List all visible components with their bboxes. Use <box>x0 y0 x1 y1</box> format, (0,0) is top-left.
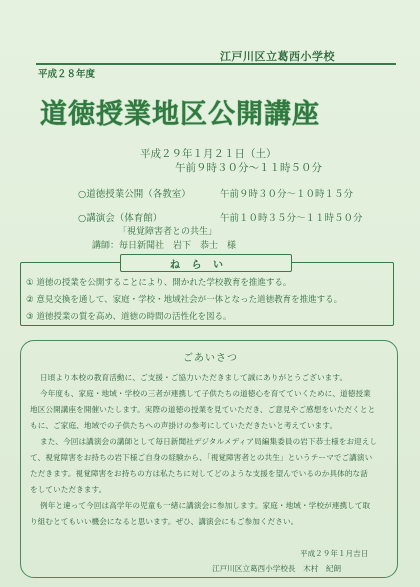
fiscal-year-label: 平成２８年度 <box>38 69 96 80</box>
aim-item-3: ③ 道徳授業の質を高め、道徳の時間の活性化を図る。 <box>26 312 232 322</box>
lecturer-name: 講師：毎日新聞社 岩下 恭士 様 <box>92 241 237 251</box>
greeting-line-5: また、今回は講演会の講師として毎日新聞社デジタルメディア局編集委員の岩下恭士様をお迎えし <box>40 437 378 446</box>
greeting-line-10: り組むとてもいい機会になると思います。ぜひ、講演会にもご参加ください。 <box>30 517 299 526</box>
aim-item-1: ① 道徳の授業を公開することにより、開かれた学校教育を推進する。 <box>26 278 292 288</box>
greeting-line-2: 今年度も、家庭・地域・学校の三者が連携して子供たちの道徳心を育てていくために、道徳授業 <box>40 389 371 398</box>
page-title: 道徳授業地区公開講座 <box>40 99 320 130</box>
event-date: 平成２９年１月２１日（土） <box>140 148 277 160</box>
greeting-line-1: 日頃より本校の教育活動に、ご支援・ご協力いただきまして誠にありがとうございます。 <box>40 373 348 382</box>
event-label-lecture: ○講演会（体育館） <box>78 213 163 224</box>
greeting-line-7: ただきます。視覚障害をお持ちの方は私たちに対してどのような支援を望んでいるのか具体的な話 <box>30 469 368 478</box>
signature-name: 江戸川区立葛西小学校長 木村 紀朗 <box>212 564 342 573</box>
header-rule <box>36 63 396 65</box>
event-time-lecture: 午前１０時３５分～１１時５０分 <box>220 213 363 224</box>
greeting-line-6: て、視覚障害をお持ちの岩下様ご自身の経験から、「視覚障害者との共生」というテーマでご講演い <box>30 453 373 462</box>
greeting-title: ごあいさつ <box>183 353 238 364</box>
aims-heading: ね ら い <box>170 260 227 271</box>
greeting-line-8: をしていただきます。 <box>30 485 107 494</box>
greeting-line-4: もに、ご家庭、地域での子供たちへの声掛けの参考にしていただきたいと考えています。 <box>30 421 338 430</box>
signature-date: 平成２９年１月吉日 <box>300 549 369 558</box>
school-name-header: 江戸川区立葛西小学校 <box>220 50 335 63</box>
greeting-line-3: 地区公開講座を開催いたします。実際の道徳の授業を見ていただき、ご意見やご感想をいただくとと <box>30 405 376 414</box>
lecture-title: 「視覚障害者との共生」 <box>118 227 218 237</box>
greeting-line-9: 例年と違って今回は高学年の児童も一緒に講演会に参加します。家庭・地域・学校が連携して取 <box>40 501 371 510</box>
event-label-open-class: ○道徳授業公開（各教室） <box>78 189 191 200</box>
event-time: 午前９時３０分～１１時５０分 <box>175 162 322 174</box>
aim-item-2: ② 意見交換を通して、家庭・学校・地域社会が一体となった道徳教育を推進する。 <box>26 295 343 305</box>
event-time-open-class: 午前９時３０分～１０時１５分 <box>220 189 354 200</box>
